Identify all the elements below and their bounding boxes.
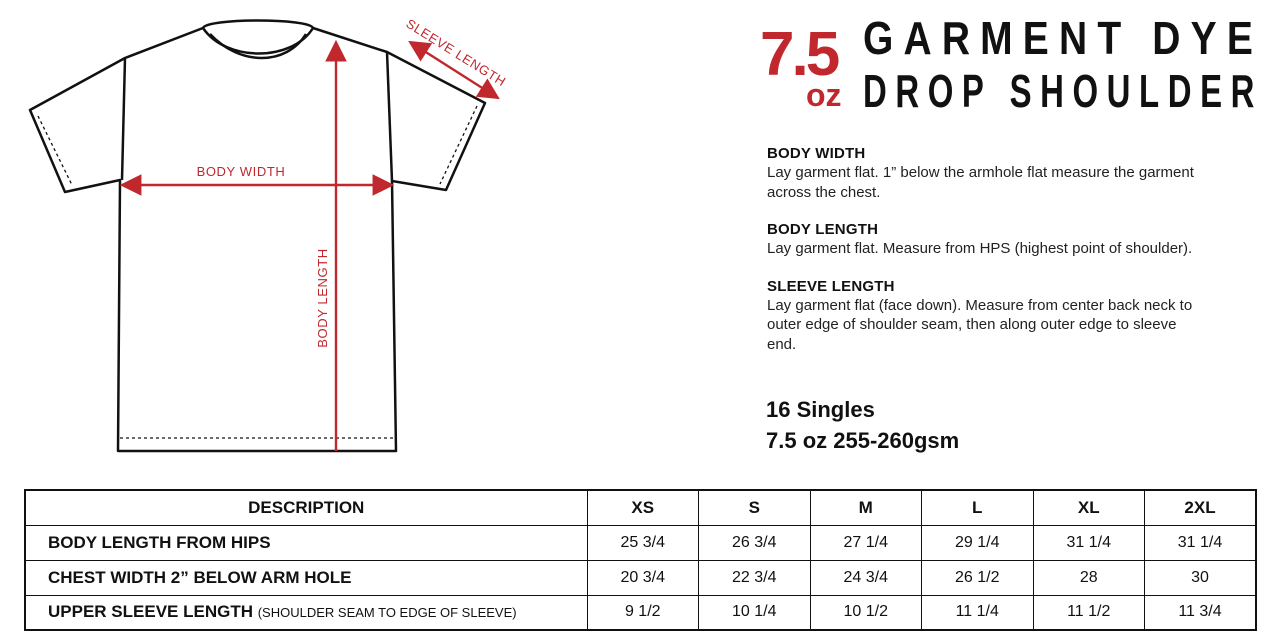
spec-text: Lay garment flat. Measure from HPS (highest point of shoulder). <box>767 240 1193 257</box>
size-chart-table <box>24 489 1257 631</box>
table-cell: 29 1/4 <box>922 525 1034 560</box>
spec-text: Lay garment flat. 1” below the armhole flat measure the garment across the chest. <box>767 164 1194 201</box>
row-label <box>25 595 587 630</box>
table-header-row <box>25 490 1256 525</box>
header-description: DESCRIPTION <box>25 490 587 525</box>
spec-text: Lay garment flat (face down). Measure from center back neck to outer edge of shoulder seam, then along outer edge to sleeve end. <box>767 296 1193 353</box>
title-line-2: DROP SHOULDER <box>863 65 1263 112</box>
table-cell: 9 1/2 <box>587 595 699 630</box>
body-width-label: BODY WIDTH <box>196 164 286 179</box>
table-cell: 20 3/4 <box>587 560 699 595</box>
fabric-singles: 16 Singles <box>766 397 875 422</box>
fabric-weight: 7.5 oz 255-260gsm <box>766 428 960 453</box>
measurement-instructions <box>767 144 1197 372</box>
table-cell: 11 3/4 <box>1145 595 1257 630</box>
body-width-measure <box>122 164 392 185</box>
table-cell: 22 3/4 <box>699 560 811 595</box>
table-cell: 27 1/4 <box>810 525 922 560</box>
header-size-xs: XS <box>587 490 699 525</box>
weight-unit: oz <box>806 77 842 112</box>
body-length-measure <box>315 42 336 451</box>
spec-heading: SLEEVE LENGTH <box>767 277 895 295</box>
title-line-1: GARMENT DYE <box>863 12 1263 64</box>
row-label-note: (SHOULDER SEAM TO EDGE OF SLEEVE) <box>257 605 517 621</box>
fabric-info <box>766 394 959 456</box>
body-length-label: BODY LENGTH <box>315 248 330 348</box>
tshirt-measurement-diagram <box>0 0 540 470</box>
spec-body-width <box>767 144 1197 202</box>
spec-heading: BODY WIDTH <box>767 145 866 162</box>
table-cell: 31 1/4 <box>1145 525 1257 560</box>
table-cell: 31 1/4 <box>1033 525 1145 560</box>
table-cell: 28 <box>1033 560 1145 595</box>
row-label-text: BODY LENGTH FROM HIPS <box>48 532 271 552</box>
row-label <box>25 525 587 560</box>
table-row <box>25 560 1256 595</box>
table-cell: 26 1/2 <box>922 560 1034 595</box>
table-cell: 25 3/4 <box>587 525 699 560</box>
header-size-l: L <box>922 490 1034 525</box>
spec-sleeve-length <box>767 277 1197 355</box>
table-row <box>25 525 1256 560</box>
table-cell: 26 3/4 <box>699 525 811 560</box>
table-cell: 24 3/4 <box>810 560 922 595</box>
table-row <box>25 595 1256 630</box>
row-label-text: CHEST WIDTH 2” BELOW ARM HOLE <box>48 567 352 587</box>
row-label <box>25 560 587 595</box>
tshirt-outline <box>30 21 485 452</box>
table-cell: 10 1/2 <box>810 595 922 630</box>
header-size-xl: XL <box>1033 490 1145 525</box>
table-cell: 11 1/4 <box>922 595 1034 630</box>
header-size-m: M <box>810 490 922 525</box>
sleeve-length-measure <box>403 16 508 98</box>
product-title-logo <box>760 12 1265 112</box>
sleeve-length-label: SLEEVE LENGTH <box>403 15 509 90</box>
header-size-2xl: 2XL <box>1145 490 1257 525</box>
header-size-s: S <box>699 490 811 525</box>
table-cell: 10 1/4 <box>699 595 811 630</box>
spec-body-length <box>767 220 1197 259</box>
spec-heading: BODY LENGTH <box>767 221 879 238</box>
weight-number: 7.5 <box>760 20 838 89</box>
table-cell: 11 1/2 <box>1033 595 1145 630</box>
row-label-text: UPPER SLEEVE LENGTH <box>48 602 253 622</box>
table-cell: 30 <box>1145 560 1257 595</box>
